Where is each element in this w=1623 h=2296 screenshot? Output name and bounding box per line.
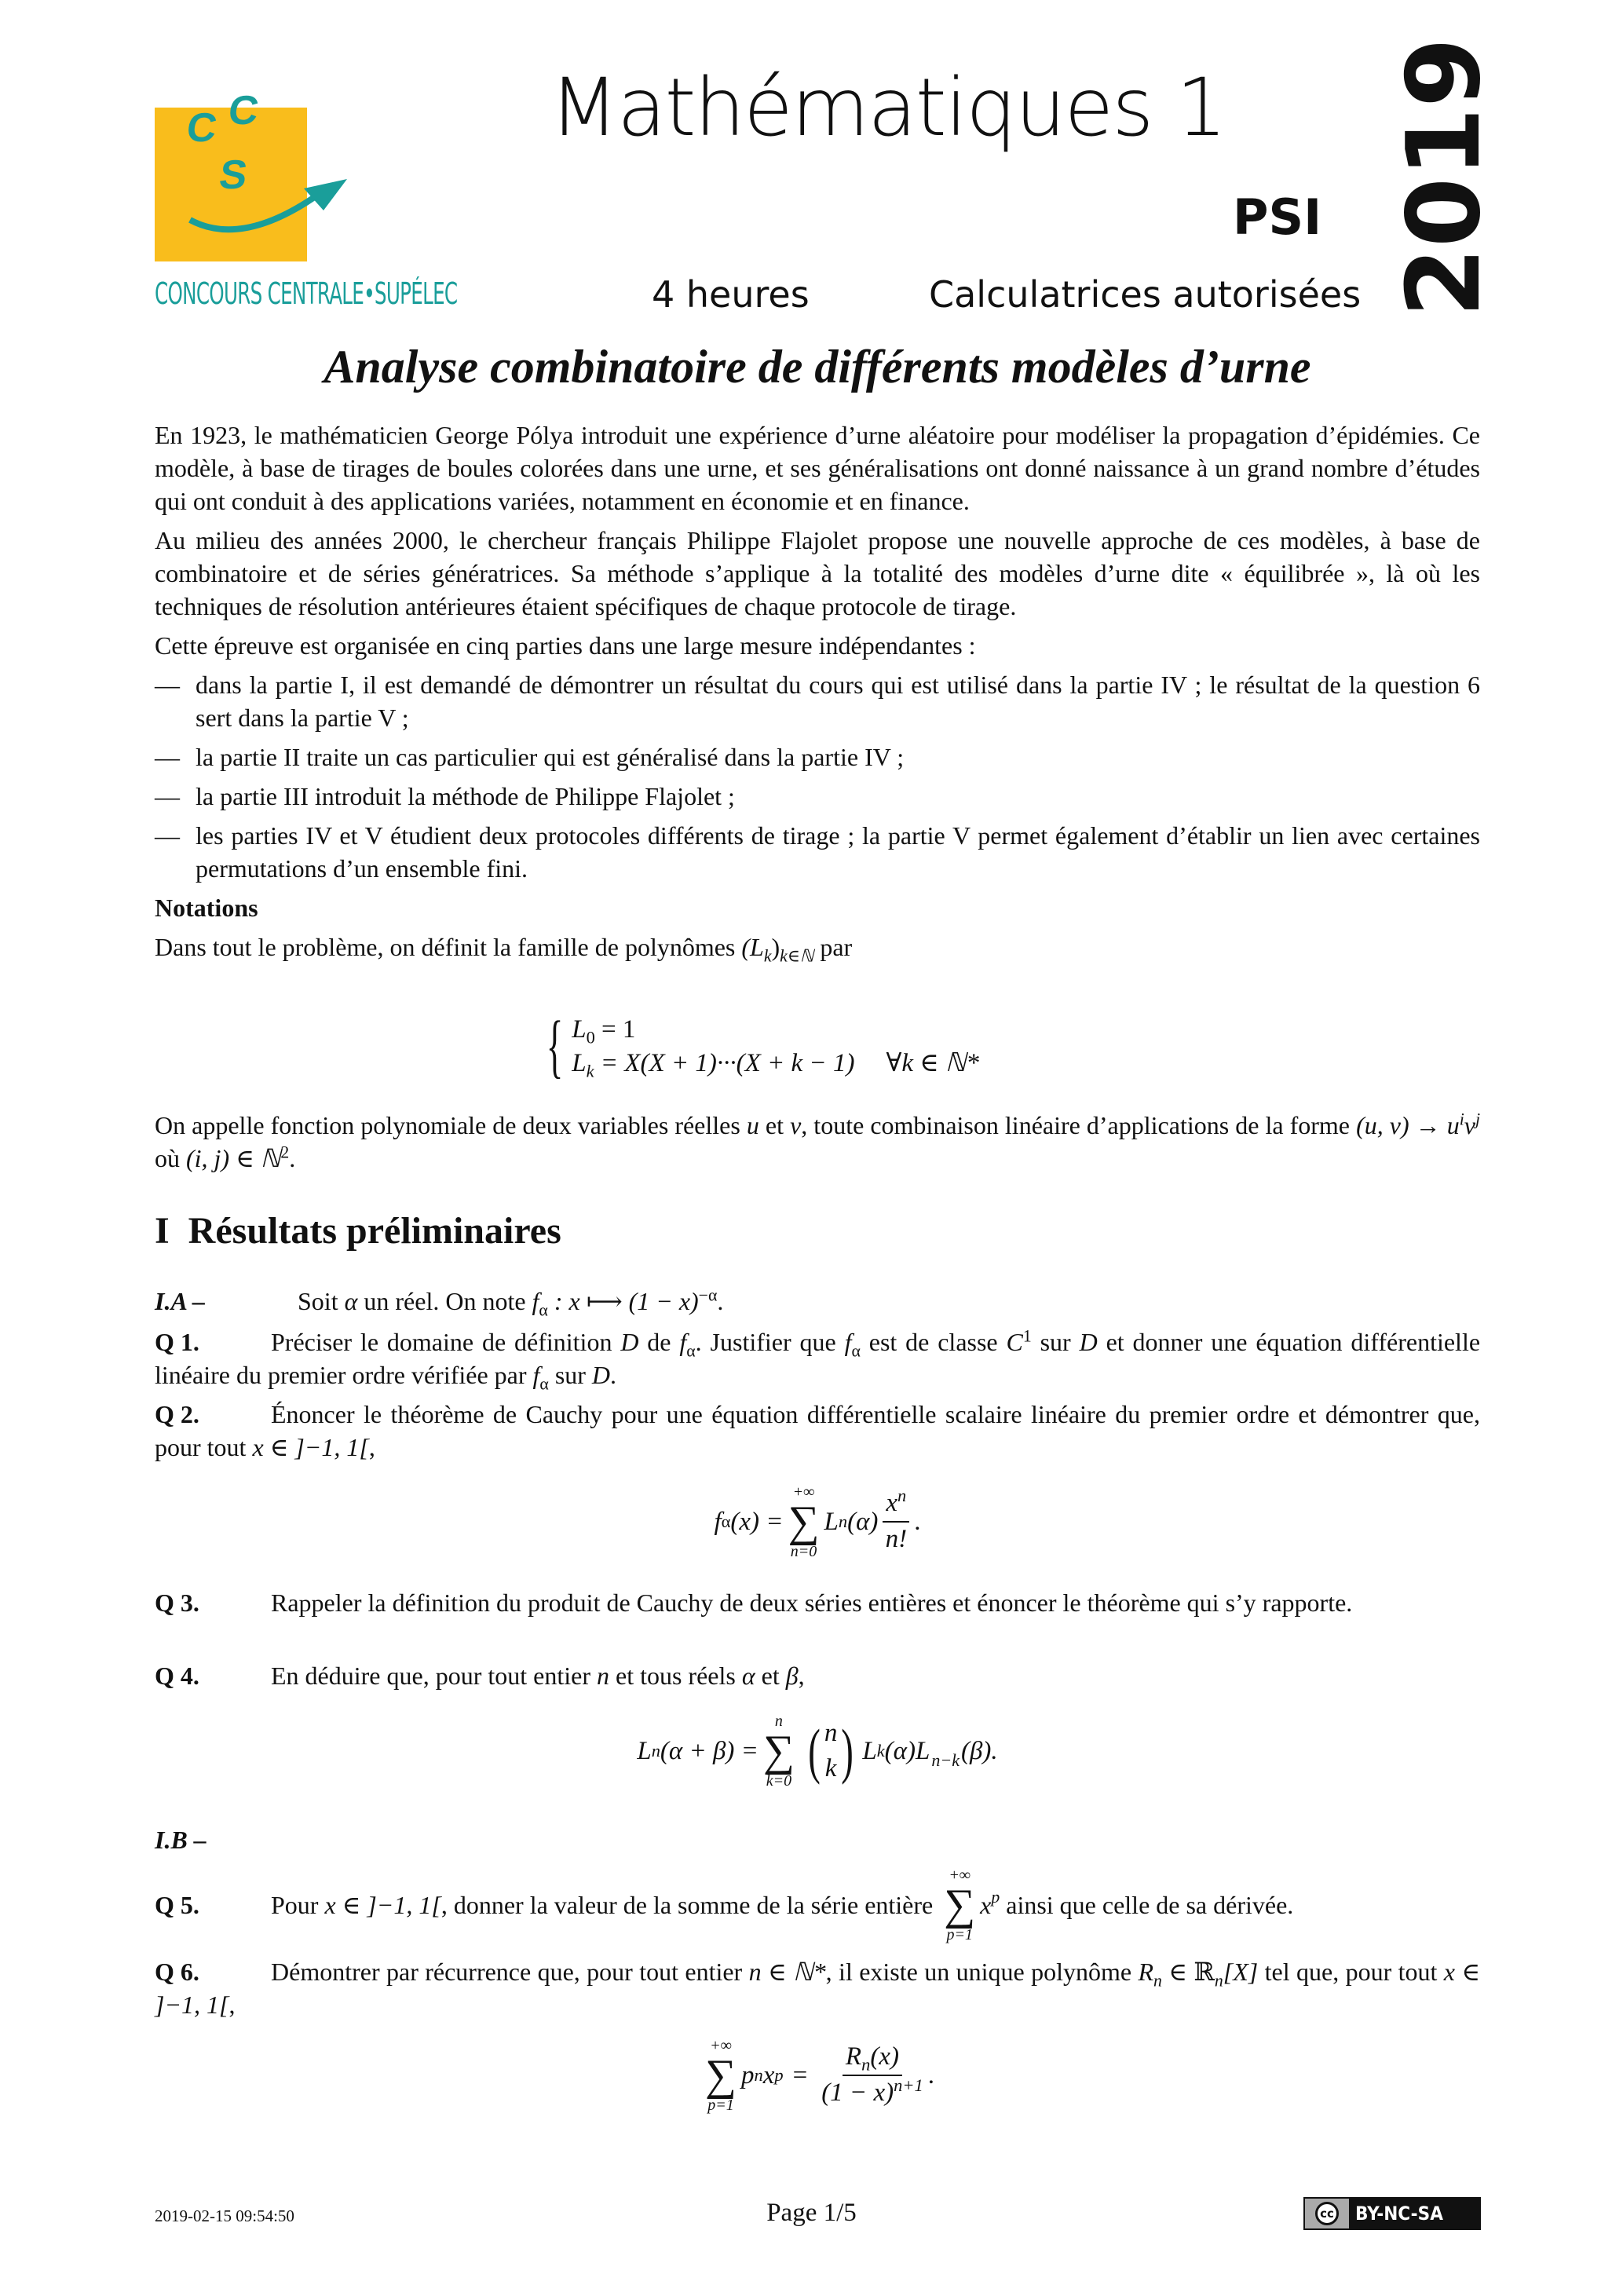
text: , toute combinaison linéaire d’applications de la forme bbox=[801, 1111, 1357, 1139]
math: 0 bbox=[586, 1027, 595, 1047]
math: ∈ ℝ bbox=[1161, 1958, 1215, 1986]
text: et tous réels bbox=[609, 1662, 742, 1690]
math: L bbox=[637, 1736, 652, 1765]
math: (i, j) ∈ ℕ bbox=[186, 1144, 281, 1172]
sum-upper: +∞ bbox=[949, 1866, 971, 1884]
math: L bbox=[824, 1507, 839, 1536]
math: R bbox=[845, 2042, 862, 2071]
svg-text:C: C bbox=[184, 105, 220, 151]
text: , donner la valeur de la somme de la série entière bbox=[440, 1891, 940, 1919]
introduction bbox=[155, 419, 1480, 966]
math: f bbox=[532, 1361, 540, 1389]
text: sur bbox=[548, 1361, 592, 1389]
math: [X] bbox=[1223, 1958, 1259, 1986]
math: n bbox=[1214, 1971, 1223, 1991]
math: k∈ℕ bbox=[780, 946, 814, 966]
svg-text:C: C bbox=[225, 88, 261, 133]
math: C bbox=[1006, 1328, 1023, 1356]
math: x bbox=[762, 2060, 775, 2089]
paren: ( bbox=[808, 1717, 821, 1785]
sum-symbol bbox=[705, 2038, 737, 2113]
sum-upper: +∞ bbox=[792, 1483, 815, 1501]
math: x bbox=[886, 1489, 898, 1518]
math: f bbox=[844, 1328, 852, 1356]
question-label: Q 5. bbox=[155, 1891, 199, 1919]
license-badge bbox=[1303, 2197, 1481, 2230]
text: . bbox=[610, 1361, 617, 1389]
math: L bbox=[915, 1736, 930, 1765]
question-3 bbox=[155, 1586, 1480, 1619]
math: k bbox=[824, 1754, 837, 1782]
math: (L bbox=[741, 933, 764, 961]
math: k bbox=[763, 946, 772, 966]
polynomial-system bbox=[538, 1007, 979, 1085]
logo-text: CONCOURS CENTRALE•SUPÉLEC bbox=[155, 276, 458, 311]
math: n bbox=[861, 2055, 871, 2075]
math: R bbox=[1138, 1958, 1153, 1986]
list-item bbox=[155, 740, 1480, 773]
text: , bbox=[368, 1433, 375, 1461]
math: x bbox=[980, 1891, 992, 1919]
sum-symbol bbox=[944, 1867, 975, 1943]
math: (x) = bbox=[730, 1507, 784, 1536]
math: = 1 bbox=[594, 1015, 636, 1044]
text: Préciser le domaine de définition bbox=[271, 1328, 621, 1356]
text: , bbox=[798, 1662, 805, 1690]
text: où bbox=[155, 1144, 186, 1172]
math: (x) bbox=[870, 2042, 899, 2071]
text: . bbox=[717, 1287, 724, 1315]
math: −α bbox=[698, 1285, 718, 1305]
sum-symbol bbox=[788, 1484, 820, 1559]
math: : x ⟼ (1 − x) bbox=[547, 1287, 699, 1315]
text: un réel. On note bbox=[357, 1287, 532, 1315]
math: L bbox=[572, 1015, 587, 1044]
math: D bbox=[620, 1328, 639, 1356]
math: L bbox=[862, 1736, 877, 1765]
notations-text bbox=[155, 930, 1480, 966]
question-label: Q 3. bbox=[155, 1589, 199, 1617]
math: D bbox=[591, 1361, 611, 1389]
left-brace: { bbox=[546, 1007, 564, 1085]
question-5: Q 5. Pour x ∈ ]−1, 1[ , donner la valeur de la somme de la série entière +∞ ∑ p=1 x $^p$ ainsi que celle de sa dérivée. bbox=[155, 1866, 1294, 1943]
formula-f-alpha: f α (x) = +∞ ∑ n=0 L n (α) $\frac{x^n}{n!}$ . bbox=[714, 1483, 921, 1560]
list-item-text: la partie III introduit la méthode de Philippe Flajolet ; bbox=[196, 782, 735, 810]
math: n bbox=[596, 1662, 609, 1690]
bullet-dash: — bbox=[155, 671, 180, 699]
math: (β). bbox=[960, 1736, 998, 1765]
calculators-label: Calculatrices autorisées bbox=[929, 273, 1362, 316]
intro-paragraph: Au milieu des années 2000, le chercheur français Philippe Flajolet propose une nouvelle approche de ces modèles, à base de combinatoire et de séries génératrices. Sa méthode s’applique à la totalité des modèles d’urne dite « équilibrée », là où les techniques de résolution antérieures étaient spécifiques de chaque protocole de tirage. bbox=[155, 526, 1480, 620]
math: k bbox=[586, 1061, 594, 1081]
formula-convolution: L n (α + β) = n ∑ k=0 ( n k ) L k (α) L n−k (β). bbox=[637, 1713, 998, 1790]
cc-icon bbox=[1305, 2199, 1349, 2228]
text: Pour bbox=[271, 1891, 325, 1919]
text: sur bbox=[1031, 1328, 1080, 1356]
fraction bbox=[821, 2042, 923, 2108]
math: x ∈ ]−1, 1[ bbox=[155, 1958, 1481, 2019]
polynomial-function-definition bbox=[155, 1109, 1480, 1175]
math: n bbox=[1153, 1971, 1162, 1991]
math: α bbox=[851, 1341, 861, 1361]
math: α bbox=[344, 1287, 358, 1315]
main-title: Analyse combinatoire de différents modèles d’urne bbox=[324, 341, 1311, 393]
math: = X(X + 1)···(X + k − 1) bbox=[594, 1049, 855, 1077]
page-number: Page 1/5 bbox=[766, 2199, 857, 2227]
text: de bbox=[638, 1328, 680, 1356]
text: , il existe un unique polynôme bbox=[825, 1958, 1139, 1986]
text: par bbox=[813, 933, 853, 961]
section-heading: I Résultats préliminaires bbox=[155, 1210, 561, 1252]
math: u bbox=[746, 1111, 759, 1139]
subsection-ib: I.B – bbox=[155, 1826, 207, 1854]
math: . bbox=[927, 2060, 934, 2089]
text: et bbox=[758, 1111, 791, 1139]
cc-glyph: cc bbox=[1315, 2202, 1339, 2225]
license-text: BY-NC-SA bbox=[1355, 2203, 1443, 2225]
text: Soit bbox=[298, 1287, 345, 1315]
math: x ∈ ]−1, 1[ bbox=[252, 1433, 369, 1461]
math: β bbox=[785, 1662, 799, 1690]
question-4 bbox=[155, 1659, 1480, 1692]
math: 2 bbox=[280, 1143, 290, 1162]
math: ∀k ∈ ℕ* bbox=[886, 1049, 979, 1077]
math: (α) bbox=[884, 1736, 916, 1765]
math: (u, v) → u bbox=[1356, 1111, 1460, 1139]
math: j bbox=[1475, 1110, 1481, 1129]
bullet-dash: — bbox=[155, 821, 180, 850]
math: f bbox=[714, 1507, 722, 1536]
year-label: 2019 bbox=[1386, 37, 1503, 317]
question-label: Q 2. bbox=[155, 1400, 199, 1428]
fraction bbox=[883, 1488, 909, 1555]
text: Énoncer le théorème de Cauchy pour une équation différentielle scalaire linéaire du premier ordre et démontrer que, pour tout bbox=[155, 1400, 1480, 1461]
math: α bbox=[686, 1341, 696, 1361]
math: (α) bbox=[847, 1507, 879, 1536]
math: L bbox=[572, 1049, 587, 1077]
system-line bbox=[572, 1013, 979, 1047]
system-line bbox=[572, 1047, 979, 1080]
exam-title: Mathématiques 1 bbox=[550, 61, 1226, 155]
text: . bbox=[289, 1144, 296, 1172]
math: α bbox=[539, 1374, 549, 1394]
sigma-icon: ∑ bbox=[762, 1727, 795, 1775]
sum-upper: n bbox=[774, 1713, 783, 1730]
paren: ) bbox=[841, 1717, 854, 1785]
ccs-logo-icon bbox=[155, 79, 359, 267]
text: et donner une équation différentielle linéaire du premier ordre vérifiée par bbox=[155, 1328, 1481, 1389]
concours-logo bbox=[155, 79, 359, 267]
math: n+1 bbox=[894, 2075, 923, 2095]
math: . bbox=[914, 1507, 921, 1536]
math: α bbox=[741, 1662, 755, 1690]
duration-label: 4 heures bbox=[652, 273, 810, 316]
timestamp: 2019-02-15 09:54:50 bbox=[155, 2206, 294, 2225]
formula-power-series: +∞ ∑ p=1 p n x p = $\frac{R_n(x)}{(1 - x)^{n+1}}$ . bbox=[705, 2037, 934, 2114]
question-1 bbox=[155, 1325, 1481, 1394]
sum-upper: +∞ bbox=[710, 2037, 732, 2054]
math: v bbox=[790, 1111, 802, 1139]
math: f bbox=[679, 1328, 687, 1356]
math: (α + β) = bbox=[660, 1736, 758, 1765]
text: Dans tout le problème, on définit la famille de polynômes bbox=[155, 933, 742, 961]
math: f bbox=[532, 1287, 539, 1315]
text: On appelle fonction polynomiale de deux variables réelles bbox=[155, 1111, 747, 1139]
question-label: Q 6. bbox=[155, 1958, 199, 1986]
svg-text:S: S bbox=[216, 152, 250, 198]
sum-lower: n=0 bbox=[790, 1543, 817, 1560]
math: (1 − x) bbox=[821, 2078, 894, 2107]
intro-paragraph: Cette épreuve est organisée en cinq parties dans une large mesure indépendantes : bbox=[155, 631, 976, 660]
math: ) bbox=[771, 933, 780, 961]
notations-heading: Notations bbox=[155, 894, 258, 922]
list-item bbox=[155, 819, 1480, 885]
list-item bbox=[155, 780, 1480, 813]
sigma-icon: ∑ bbox=[788, 1497, 820, 1546]
intro-paragraph: En 1923, le mathématicien George Pólya introduit une expérience d’urne aléatoire pour modéliser la propagation d’épidémies. Ce modèle, à base de tirages de boules colorées dans une urne, et ses généralisations ont donné naissance à un grand nombre d’études qui ont conduit à des applications variées, notamment en économie et en finance. bbox=[155, 421, 1480, 515]
math: n bbox=[824, 1719, 838, 1748]
math: i bbox=[1459, 1110, 1464, 1129]
math: D bbox=[1079, 1328, 1098, 1356]
question-label: Q 4. bbox=[155, 1662, 199, 1690]
math-subscript: n−k bbox=[931, 1750, 960, 1770]
bullet-dash: — bbox=[155, 782, 180, 810]
text: En déduire que, pour tout entier bbox=[271, 1662, 597, 1690]
question-2 bbox=[155, 1398, 1480, 1464]
text: ainsi que celle de sa dérivée. bbox=[1000, 1891, 1294, 1919]
question-label: Q 1. bbox=[155, 1328, 199, 1356]
math: n! bbox=[885, 1525, 908, 1553]
text: . Justifier que bbox=[695, 1328, 845, 1356]
bullet-dash: — bbox=[155, 743, 180, 771]
subsection-ia bbox=[155, 1285, 1480, 1318]
list-item bbox=[155, 668, 1480, 734]
math: p bbox=[740, 2060, 755, 2089]
list-item-text: la partie II traite un cas particulier qui est généralisé dans la partie IV ; bbox=[196, 743, 905, 771]
math: 1 bbox=[1022, 1326, 1032, 1346]
math: α bbox=[539, 1300, 548, 1320]
sum-lower: p=1 bbox=[946, 1926, 973, 1943]
list-item-text: dans la partie I, il est demandé de démontrer un résultat du cours qui est utilisé dans la partie IV ; le résultat de la question 6 sert dans la partie V ; bbox=[196, 671, 1480, 732]
math: v bbox=[1464, 1111, 1475, 1139]
binomial-coefficient bbox=[804, 1716, 857, 1786]
track-label: PSI bbox=[1233, 188, 1322, 246]
text: Démontrer par récurrence que, pour tout entier bbox=[271, 1958, 749, 1986]
math: = bbox=[792, 2060, 808, 2089]
text: est de classe bbox=[860, 1328, 1007, 1356]
text: et bbox=[755, 1662, 786, 1690]
list-item-text: les parties IV et V étudient deux protocoles différents de tirage ; la partie V permet également d’établir un lien avec certaines permutations d’un ensemble fini. bbox=[196, 821, 1480, 883]
sigma-icon: ∑ bbox=[944, 1881, 976, 1929]
text: Rappeler la définition du produit de Cauchy de deux séries entières et énoncer le théorème qui s’y rapporte. bbox=[271, 1589, 1353, 1617]
sum-lower: k=0 bbox=[766, 1772, 792, 1790]
text: tel que, pour tout bbox=[1258, 1958, 1444, 1986]
math: n bbox=[897, 1486, 907, 1506]
math: x ∈ ]−1, 1[ bbox=[324, 1891, 441, 1919]
question-6 bbox=[155, 1955, 1480, 2021]
sigma-icon: ∑ bbox=[705, 2051, 737, 2100]
sum-symbol bbox=[763, 1713, 795, 1789]
text: , bbox=[228, 1991, 236, 2019]
sum-lower: p=1 bbox=[707, 2097, 734, 2114]
math: n ∈ ℕ* bbox=[748, 1958, 826, 1986]
subsection-label: I.A – bbox=[155, 1287, 206, 1315]
